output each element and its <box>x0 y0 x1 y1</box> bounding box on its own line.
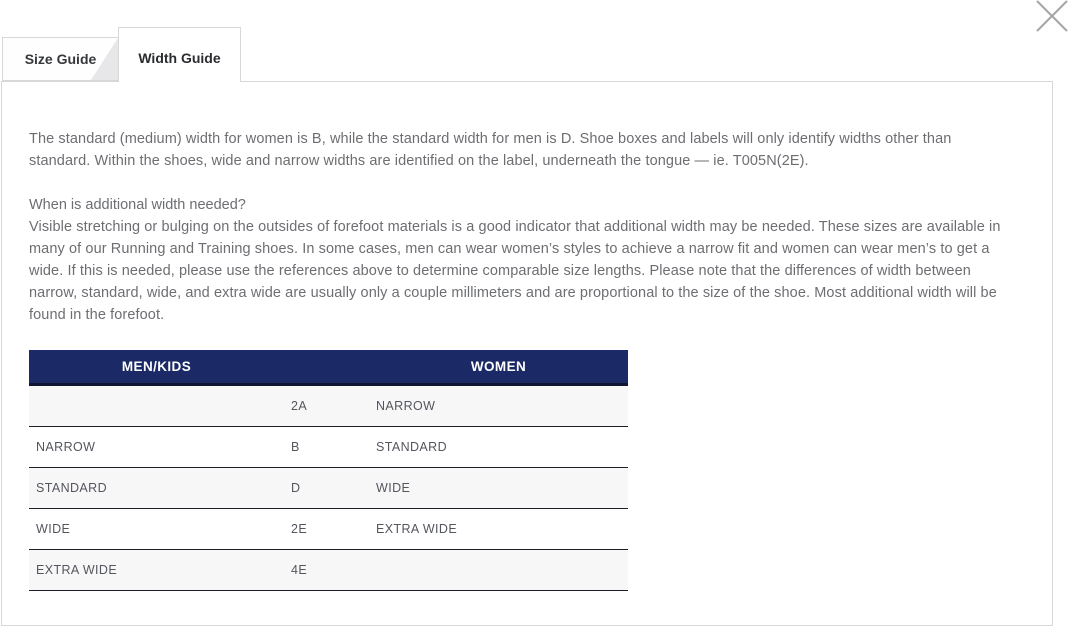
table-row <box>29 468 628 509</box>
table-cell: EXTRA WIDE <box>376 522 458 536</box>
tab-size-guide-label: Size Guide <box>24 51 97 67</box>
width-intro-paragraph: The standard (medium) width for women is B, while the standard width for men is D. Shoe boxes and labels will only identify widths other than standard. Within the shoes, wide and narrow widths are identified on the label, underneath the tongue — ie. T005N(2E). <box>29 131 952 169</box>
table-cell: D <box>291 481 301 495</box>
tab-width-guide-label: Width Guide <box>138 50 221 66</box>
table-cell: EXTRA WIDE <box>36 563 118 577</box>
close-icon <box>1034 0 1070 36</box>
table-row <box>29 509 628 550</box>
table-cell: 4E <box>291 563 308 577</box>
table-header-men-kids: MEN/KIDS <box>121 359 192 374</box>
table-cell: B <box>291 440 300 454</box>
table-row <box>29 386 628 427</box>
table-header-row <box>29 350 628 386</box>
table-cell: 2A <box>291 399 308 413</box>
table-cell: WIDE <box>376 481 411 495</box>
table-cell: STANDARD <box>376 440 448 454</box>
table-cell: 2E <box>291 522 308 536</box>
width-guide-panel <box>1 81 1053 626</box>
table-cell: NARROW <box>376 399 436 413</box>
tab-size-guide[interactable] <box>2 37 118 81</box>
table-header-women: WOMEN <box>470 359 527 374</box>
table-row <box>29 550 628 591</box>
width-question-heading: When is additional width needed? <box>29 197 246 213</box>
width-comparison-table <box>29 350 628 591</box>
table-row <box>29 427 628 468</box>
close-button[interactable] <box>1034 0 1070 36</box>
tab-width-guide[interactable] <box>118 27 241 82</box>
table-cell: NARROW <box>36 440 96 454</box>
table-cell: WIDE <box>36 522 71 536</box>
width-details-paragraph: Visible stretching or bulging on the outsides of forefoot materials is a good indicator that additional width may be needed. These sizes are available in many of our Running and Training shoes. In some cases, men can wear women’s styles to achieve a narrow fit and women can wear men’s to get a wide. If this is needed, please use the references above to determine comparable size lengths. Please note that the differences of width between narrow, standard, wide, and extra wide are usually only a couple millimeters and are proportional to the size of the shoe. Most additional width will be found in the forefoot. <box>29 219 1001 323</box>
table-cell: STANDARD <box>36 481 108 495</box>
